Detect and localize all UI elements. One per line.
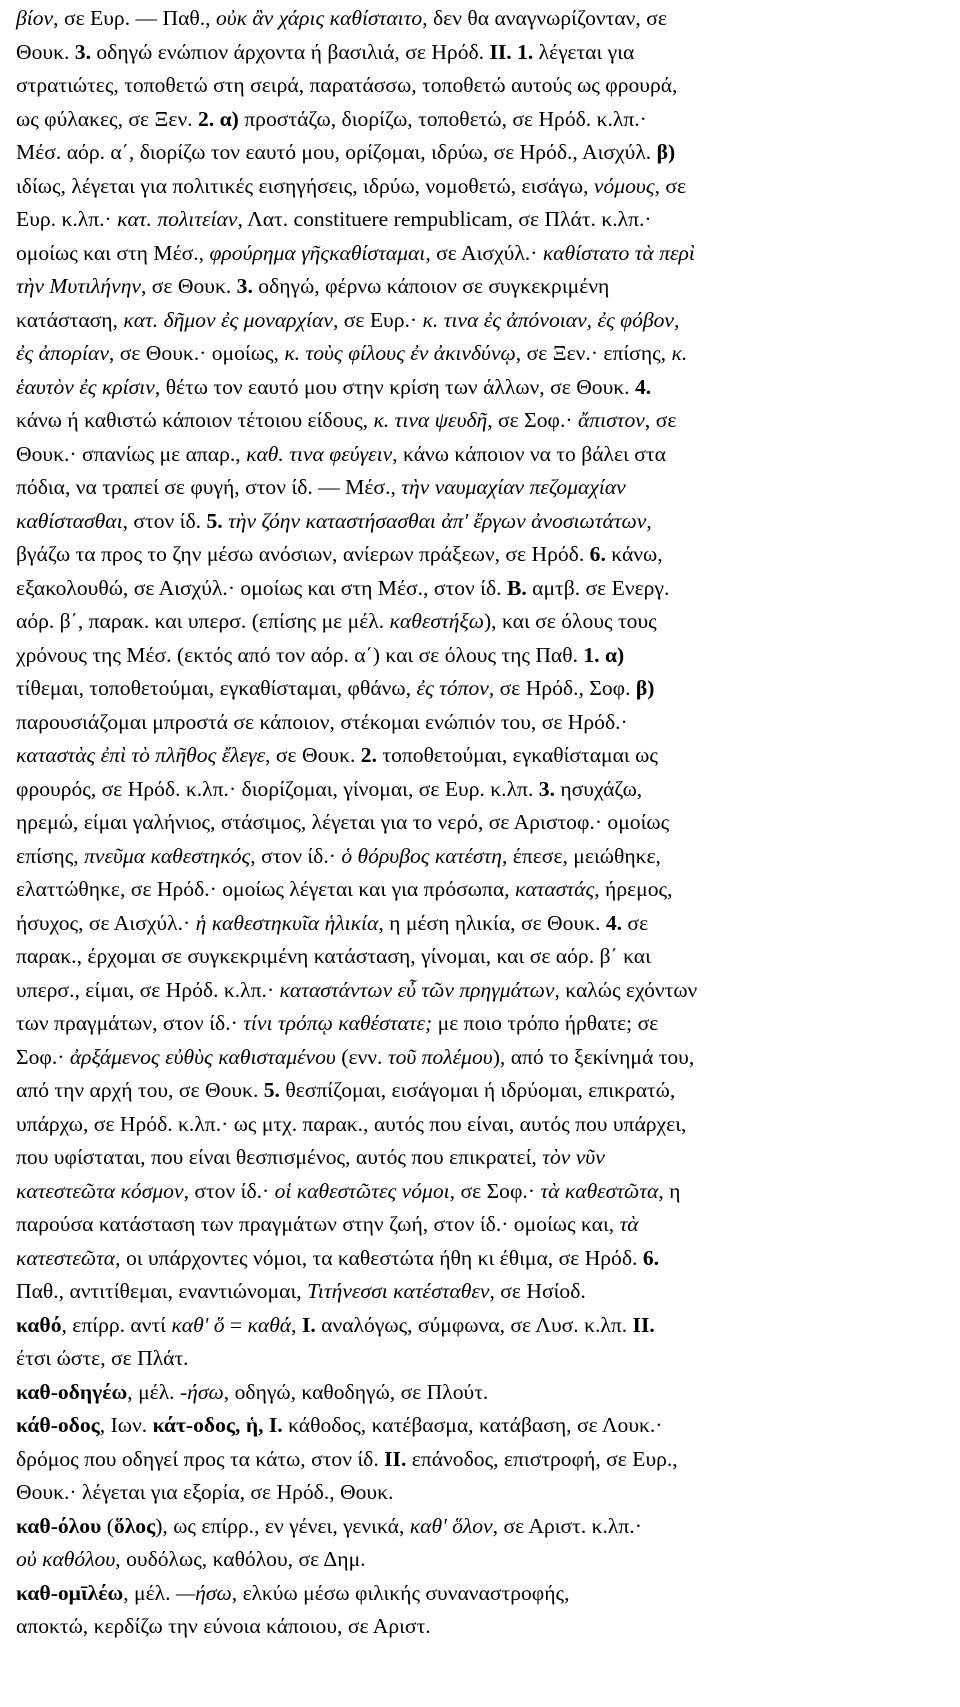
plain-text: , η μέση ηλικία, σε Θουκ.: [378, 910, 606, 935]
plain-text: εξακολουθώ, σε Αισχύλ.· ομοίως και στη Μέσ., στον ίδ.: [16, 575, 507, 600]
plain-text: οδηγώ, φέρνω κάποιον σε συγκεκριμένη: [252, 274, 610, 298]
bold-text: ὅλος: [113, 1513, 156, 1538]
text-line: [16, 1007, 944, 1041]
italic-text: τοῦ πολέμου: [387, 1044, 493, 1069]
text-line: [16, 739, 944, 773]
dictionary-entries-text: [16, 2, 944, 1644]
plain-text: , επίρρ. αντί: [61, 1312, 172, 1337]
plain-text: κατάσταση,: [16, 307, 124, 332]
plain-text: τοποθετούμαι, εγκαθίσταμαι ως: [377, 743, 658, 767]
italic-text: καθά: [247, 1312, 292, 1337]
bold-text: 3.: [236, 274, 253, 298]
text-line: [16, 1342, 944, 1376]
plain-text: υπερσ., είμαι, σε Ηρόδ. κ.λπ.·: [16, 977, 280, 1002]
italic-text: κ. τινα ἐς ἀπόνοιαν, ἐς φόβον,: [422, 307, 680, 332]
plain-text: έτσι ώστε, σε Πλάτ.: [16, 1346, 189, 1370]
text-line: [16, 438, 944, 472]
italic-text: ἀρξάμενος εὐθὺς καθισταμένου: [69, 1044, 336, 1069]
plain-text: πόδια, να τραπεί σε φυγή, στον ίδ. — Μέσ.,: [16, 475, 402, 499]
plain-text: , σε Ευρ. — Παθ.,: [53, 6, 216, 30]
plain-text: , σε Ευρ.·: [332, 307, 423, 332]
text-line: [16, 1510, 944, 1544]
bold-text: 4.: [605, 910, 623, 935]
plain-text: αποκτώ, κερδίζω την εύνοια κάποιου, σε Αριστ.: [16, 1614, 431, 1638]
italic-text: καθεστήξω: [389, 609, 484, 633]
italic-text: κ. τινα ψευδῆ: [373, 408, 488, 432]
text-line: [16, 1610, 944, 1644]
text-line: [16, 907, 944, 941]
plain-text: φρουρός, σε Ηρόδ. κ.λπ.· διορίζομαι, γίνομαι, σε Ευρ. κ.λπ.: [16, 776, 539, 801]
text-line: [16, 203, 944, 237]
plain-text: , μέλ.: [123, 1580, 176, 1605]
text-line: [16, 36, 944, 70]
plain-text: από την αρχή του, σε Θουκ.: [16, 1078, 264, 1102]
italic-text: καθίστατο τὰ περὶ: [542, 240, 695, 265]
plain-text: αναλόγως, σύμφωνα, σε Λυσ. κ.λπ.: [315, 1312, 633, 1337]
plain-text: των πραγμάτων, στον ίδ.·: [16, 1011, 244, 1035]
italic-text: ἐς τόπον: [416, 676, 489, 700]
italic-text: τὰ καθεστῶτα: [540, 1178, 659, 1203]
plain-text: , σε Ξεν.· επίσης,: [515, 341, 672, 365]
italic-text: ὁ θόρυβος κατέστη: [341, 843, 502, 868]
italic-text: κ. τοὺς φίλους ἐν ἀκινδύνῳ: [284, 341, 516, 365]
text-line: [16, 337, 944, 371]
text-line: [16, 237, 944, 271]
text-line: [16, 1175, 944, 1209]
italic-text: καθ. τινα φεύγειν: [246, 441, 393, 466]
text-line: [16, 1074, 944, 1108]
bold-text: β): [656, 140, 676, 164]
italic-text: καταστάντων εὖ τῶν πρηγμάτων: [279, 977, 555, 1002]
plain-text: Μέσ. αόρ. α΄, διορίζω τον εαυτό μου, ορίζομαι, ιδρύω, σε Ηρόδ., Αισχύλ.: [16, 140, 657, 164]
italic-text: ἑαυτὸν ἐς κρίσιν: [16, 374, 155, 399]
plain-text: , στον ίδ.·: [250, 843, 342, 868]
bold-text: β): [635, 676, 655, 700]
text-line: [16, 1041, 944, 1075]
text-line: [16, 1443, 944, 1477]
plain-text: κάθοδος, κατέβασμα, κατάβαση, σε Λουκ.·: [282, 1413, 663, 1437]
plain-text: , σε: [654, 173, 687, 198]
bold-text: καθό: [16, 1312, 62, 1337]
plain-text: Θουκ.· σπανίως με απαρ.,: [16, 441, 247, 466]
plain-text: (ενν.: [335, 1044, 388, 1069]
text-line: [16, 1275, 944, 1309]
italic-text: οὐ καθόλου: [16, 1547, 116, 1571]
bold-text: B.: [506, 575, 527, 600]
italic-text: κατεστεῶτα κόσμον: [16, 1178, 184, 1203]
plain-text: =: [224, 1312, 248, 1337]
plain-text: , σε Ησίοδ.: [489, 1279, 586, 1303]
plain-text: , σε Θουκ.· ομοίως,: [108, 341, 285, 365]
plain-text: , σε Ηρόδ., Σοφ.: [488, 676, 636, 700]
plain-text: σε: [622, 910, 649, 935]
plain-text: , οδηγώ, καθοδηγώ, σε Πλούτ.: [223, 1379, 489, 1404]
italic-text: τὸν νῦν: [542, 1145, 605, 1169]
italic-text: οὐκ ἂν χάρις καθίσταιτο: [215, 6, 423, 30]
text-line: [16, 371, 944, 405]
italic-text: κατ. πολιτείαν: [117, 207, 238, 231]
text-line: [16, 1577, 944, 1611]
plain-text: ηρεμώ, είμαι γαλήνιος, στάσιμος, λέγεται για το νερό, σε Αριστοφ.· ομοίως: [16, 810, 670, 834]
plain-text: παρακ., έρχομαι σε συγκεκριμένη κατάσταση, γίνομαι, και σε αόρ. β΄ και: [16, 944, 651, 968]
plain-text: , σε Θουκ.: [265, 743, 361, 767]
plain-text: , σε Σοφ.·: [487, 408, 578, 432]
bold-text: καθ-ομῑλέω: [16, 1580, 124, 1605]
text-line: [16, 1476, 944, 1510]
bold-text: κάτ-οδος, ἡ, I.: [152, 1413, 283, 1437]
plain-text: αόρ. β΄, παρακ. και υπερσ. (επίσης με μέλ.: [16, 609, 390, 633]
text-line: [16, 170, 944, 204]
bold-text: 1. α): [583, 642, 625, 667]
plain-text: , καλώς εχόντων: [554, 977, 698, 1002]
bold-text: 5.: [263, 1078, 280, 1102]
plain-text: με ποιο τρόπο ήρθατε; σε: [432, 1011, 659, 1035]
text-line: [16, 1108, 944, 1142]
text-line: [16, 840, 944, 874]
plain-text: οδηγώ ενώπιον άρχοντα ή βασιλιά, σε Ηρόδ.: [90, 39, 490, 64]
plain-text: ,: [291, 1312, 302, 1337]
italic-text: ἄπιστον: [577, 408, 645, 432]
bold-text: II.: [632, 1312, 655, 1337]
text-line: [16, 706, 944, 740]
bold-text: II. 1.: [489, 39, 534, 64]
bold-text: καθ-όλου: [16, 1513, 102, 1538]
text-line: [16, 1409, 944, 1443]
text-line: [16, 806, 944, 840]
italic-text: -ήσω: [179, 1379, 224, 1404]
bold-text: 5.: [206, 508, 223, 533]
plain-text: ), ως επίρρ., εν γένει, γενικά,: [155, 1513, 410, 1538]
text-line: [16, 639, 944, 673]
plain-text: επίσης,: [16, 843, 85, 868]
bold-text: κάθ-οδος: [16, 1413, 100, 1437]
italic-text: νόμους: [593, 173, 655, 198]
italic-text: φρούρημα γῆςκαθίσταμαι: [209, 240, 426, 265]
plain-text: Θουκ.: [16, 39, 75, 64]
plain-text: ), και σε όλους τους: [483, 609, 657, 633]
text-line: [16, 69, 944, 103]
plain-text: (: [101, 1513, 114, 1538]
italic-text: τὴν ναυμαχίαν πεζομαχίαν: [401, 475, 626, 499]
italic-text: καταστάς: [514, 877, 595, 901]
text-line: [16, 605, 944, 639]
italic-text: τὴν Μυτιλήνην: [16, 274, 141, 298]
plain-text: ως φύλακες, σε Ξεν.: [16, 106, 199, 131]
bold-text: 3.: [538, 776, 555, 801]
plain-text: , οι υπάρχοντες νόμοι, τα καθεστώτα ήθη κι έθιμα, σε Ηρόδ.: [115, 1245, 643, 1270]
plain-text: , Ιων.: [99, 1413, 153, 1437]
plain-text: Παθ., αντιτίθεμαι, εναντιώνομαι,: [16, 1279, 308, 1303]
plain-text: παρουσιάζομαι μπροστά σε κάποιον, στέκομαι ενώπιόν του, σε Ηρόδ.·: [16, 709, 628, 734]
text-line: [16, 1376, 944, 1410]
italic-text: τίνι τρόπῳ καθέστατε;: [243, 1011, 433, 1035]
text-line: [16, 136, 944, 170]
italic-text: καταστὰς ἐπὶ τὸ πλῆθος ἔλεγε: [16, 743, 266, 767]
plain-text: , σε Σοφ.·: [449, 1178, 541, 1203]
bold-text: 4.: [634, 374, 652, 399]
plain-text: υπάρχω, σε Ηρόδ. κ.λπ.· ως μτχ. παρακ., αυτός που είναι, αυτός που υπάρχει,: [16, 1111, 687, 1136]
italic-text: τὰ: [619, 1212, 639, 1236]
plain-text: δρόμος που οδηγεί προς τα κάτω, στον ίδ.: [16, 1446, 385, 1471]
plain-text: , σε Θουκ.: [141, 274, 237, 298]
plain-text: , ήρεμος,: [594, 877, 673, 901]
bold-text: 6.: [642, 1245, 660, 1270]
italic-text: ἡ καθεστηκυῖα ἡλικία: [195, 910, 379, 935]
italic-text: Τιτήνεσσι κατέσταθεν: [307, 1279, 490, 1303]
plain-text: αμτβ. σε Ενεργ.: [526, 575, 670, 600]
bold-text: καθ-οδηγέω: [16, 1379, 128, 1404]
plain-text: επάνοδος, επιστροφή, σε Ευρ.,: [406, 1446, 678, 1471]
text-line: [16, 974, 944, 1008]
text-line: [16, 672, 944, 706]
plain-text: στρατιώτες, τοποθετώ στη σειρά, παρατάσσω, τοποθετώ αυτούς ως φρουρά,: [16, 73, 678, 97]
plain-text: , έπεσε, μειώθηκε,: [501, 843, 661, 868]
italic-text: —ήσω: [175, 1580, 232, 1605]
plain-text: , Λατ. constituere rempublicam, σε Πλάτ. κ.λπ.·: [237, 207, 652, 231]
italic-text: βίον: [16, 6, 54, 30]
text-line: [16, 505, 944, 539]
plain-text: , μέλ.: [127, 1379, 180, 1404]
plain-text: , δεν θα αναγνωρίζονταν, σε: [422, 6, 667, 30]
text-line: [16, 2, 944, 36]
bold-text: 3.: [74, 39, 91, 64]
plain-text: ήσυχος, σε Αισχύλ.·: [16, 910, 196, 935]
text-line: [16, 873, 944, 907]
plain-text: παρούσα κατάσταση των πραγμάτων στην ζωή, στον ίδ.· ομοίως και,: [16, 1212, 620, 1236]
bold-text: 6.: [589, 542, 606, 566]
plain-text: χρόνους της Μέσ. (εκτός από τον αόρ. α΄) και σε όλους της Παθ.: [16, 642, 584, 667]
text-line: [16, 304, 944, 338]
plain-text: θεσπίζομαι, εισάγομαι ή ιδρύομαι, επικρατώ,: [279, 1078, 676, 1102]
italic-text: οἱ καθεστῶτες νόμοι: [274, 1178, 450, 1203]
plain-text: , στον ίδ.·: [183, 1178, 275, 1203]
text-line: [16, 404, 944, 438]
italic-text: κατεστεῶτα: [16, 1245, 116, 1270]
italic-text: τὴν ζόην καταστήσασθαι ἀπ' ἔργων ἀνοσιωτάτων: [228, 508, 647, 533]
plain-text: κάνω,: [605, 542, 663, 566]
plain-text: προστάζω, διορίζω, τοποθετώ, σε Ηρόδ. κ.λπ.·: [238, 106, 647, 131]
plain-text: ελαττώθηκε, σε Ηρόδ.· ομοίως λέγεται και για πρόσωπα,: [16, 877, 515, 901]
text-line: [16, 1208, 944, 1242]
plain-text: , σε Αισχύλ.·: [425, 240, 543, 265]
plain-text: ησυχάζω,: [554, 776, 643, 801]
bold-text: 2. α): [198, 106, 239, 131]
plain-text: ), από το ξεκίνημά του,: [492, 1044, 695, 1069]
italic-text: κατ. δῆμον ἐς μοναρχίαν: [123, 307, 333, 332]
bold-text: II.: [384, 1446, 407, 1471]
plain-text: λέγεται για: [533, 39, 635, 64]
plain-text: , κάνω κάποιον να το βάλει στα: [392, 441, 666, 466]
text-line: [16, 103, 944, 137]
plain-text: , ελκύω μέσω φιλικής συναναστροφής,: [231, 1580, 570, 1605]
plain-text: , στον ίδ.: [122, 508, 207, 533]
italic-text: καθ' ὅλον: [409, 1513, 493, 1538]
bold-text: I.: [301, 1312, 316, 1337]
plain-text: , η: [658, 1178, 681, 1203]
bold-text: 2.: [360, 743, 377, 767]
plain-text: Ευρ. κ.λπ.·: [16, 207, 118, 231]
text-line: [16, 773, 944, 807]
text-line: [16, 1543, 944, 1577]
text-line: [16, 1141, 944, 1175]
italic-text: κ.: [671, 341, 688, 365]
plain-text: ,: [646, 508, 652, 533]
text-line: [16, 1309, 944, 1343]
text-line: [16, 471, 944, 505]
text-line: [16, 270, 944, 304]
plain-text: , σε Αριστ. κ.λπ.·: [492, 1513, 642, 1538]
text-line: [16, 1242, 944, 1276]
plain-text: Σοφ.·: [16, 1044, 70, 1069]
plain-text: Θουκ.· λέγεται για εξορία, σε Ηρόδ., Θουκ.: [16, 1480, 394, 1504]
plain-text: κάνω ή καθιστώ κάποιον τέτοιου είδους,: [16, 408, 374, 432]
plain-text: τίθεμαι, τοποθετούμαι, εγκαθίσταμαι, φθάνω,: [16, 676, 417, 700]
plain-text: που υφίσταται, που είναι θεσπισμένος, αυτός που επικρατεί,: [16, 1145, 543, 1169]
italic-text: καθ' ὅ: [171, 1312, 225, 1337]
text-line: [16, 572, 944, 606]
plain-text: ιδίως, λέγεται για πολιτικές εισηγήσεις, ιδρύω, νομοθετώ, εισάγω,: [16, 173, 594, 198]
plain-text: βγάζω τα προς το ζην μέσω ανόσιων, ανίερων πράξεων, σε Ηρόδ.: [16, 542, 590, 566]
plain-text: , θέτω τον εαυτό μου στην κρίση των άλλων, σε Θουκ.: [154, 374, 635, 399]
italic-text: πνεῦμα καθεστηκός: [84, 843, 251, 868]
text-line: [16, 538, 944, 572]
text-line: [16, 940, 944, 974]
italic-text: ἐς ἀπορίαν: [16, 341, 109, 365]
plain-text: ομοίως και στη Μέσ.,: [16, 240, 210, 265]
plain-text: , σε: [644, 408, 677, 432]
italic-text: καθίστασθαι: [16, 508, 123, 533]
plain-text: , ουδόλως, καθόλου, σε Δημ.: [115, 1547, 366, 1571]
